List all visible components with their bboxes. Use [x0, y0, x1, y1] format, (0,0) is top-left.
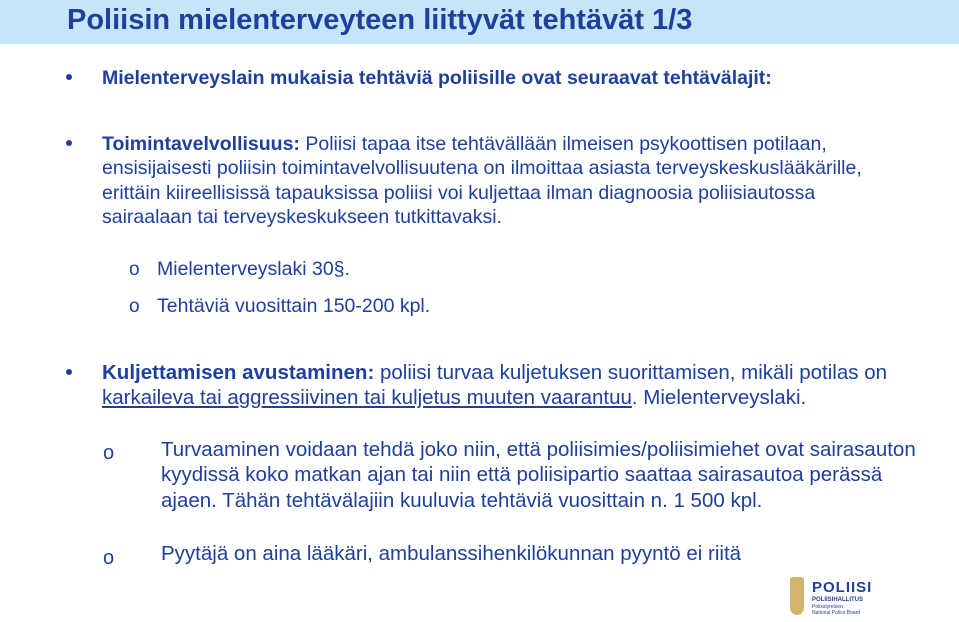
- logo-line-1: POLIISIHALLITUS: [812, 597, 863, 603]
- duty-text: Poliisi tapaa itse tehtävällään ilmeisen psykoottisen potilaan, ensisijaisesti poliisin toimintavelvollisuutena on ilmoittaa asiasta terveyskeskuslääkärille, erittäin kiireellisissä tapauksissa poliisi voi kuljettaa ilman diagnoosia poliisiautossa sairaalaan tai terveyskeskukseen tutkittavaksi.: [102, 133, 862, 229]
- bullet-dot: [66, 74, 72, 80]
- transport-text-a: poliisi turvaa kuljetuksen suorittamisen, mikäli potilas on: [374, 361, 887, 384]
- sub-bullet-marker: o: [103, 442, 115, 464]
- duty-paragraph: [102, 132, 902, 230]
- bullet-dot: [66, 140, 72, 146]
- transport-label: Kuljettamisen avustaminen:: [102, 361, 375, 384]
- transport-sub-item-1: Turvaaminen voidaan tehdä joko niin, että poliisimies/poliisimiehet ovat sairasauton kyydissä koko matkan ajan tai niin että poliisipartio saattaa sairasautoa perässä ajaen. Tähän tehtävälajiin kuuluvia tehtäviä vuosittain n. 1 500 kpl.: [161, 438, 916, 512]
- sub-bullet-marker: o: [129, 259, 140, 280]
- transport-text-b: . Mielenterveyslaki.: [631, 386, 807, 409]
- transport-paragraph: [102, 360, 902, 410]
- duty-sub-item-1: Mielenterveyslaki 30§.: [157, 258, 350, 280]
- police-badge-icon: [790, 577, 804, 615]
- logo-line-2: Polisstyrelsen: [812, 604, 843, 610]
- logo-line-3: National Police Board: [812, 610, 861, 616]
- logo-name: POLIISI: [812, 579, 873, 596]
- duty-sub-item-2: Tehtäviä vuosittain 150-200 kpl.: [157, 295, 431, 317]
- page-title: Poliisin mielenterveyteen liittyvät tehtävät 1/3: [67, 4, 693, 36]
- transport-text-underlined: karkaileva tai aggressiivinen tai kuljetus muuten vaarantuu: [102, 386, 632, 409]
- bullet-dot: [66, 369, 72, 375]
- sub-bullet-marker: o: [129, 296, 140, 317]
- intro-paragraph: Mielenterveyslain mukaisia tehtäviä poliisille ovat seuraavat tehtävälajit:: [102, 67, 772, 89]
- transport-sub-item-2: Pyytäjä on aina lääkäri, ambulanssihenkilökunnan pyyntö ei riitä: [161, 542, 742, 565]
- duty-label: Toimintavelvollisuus:: [102, 133, 300, 155]
- police-logo: [790, 577, 920, 619]
- sub-bullet-marker: o: [103, 547, 115, 569]
